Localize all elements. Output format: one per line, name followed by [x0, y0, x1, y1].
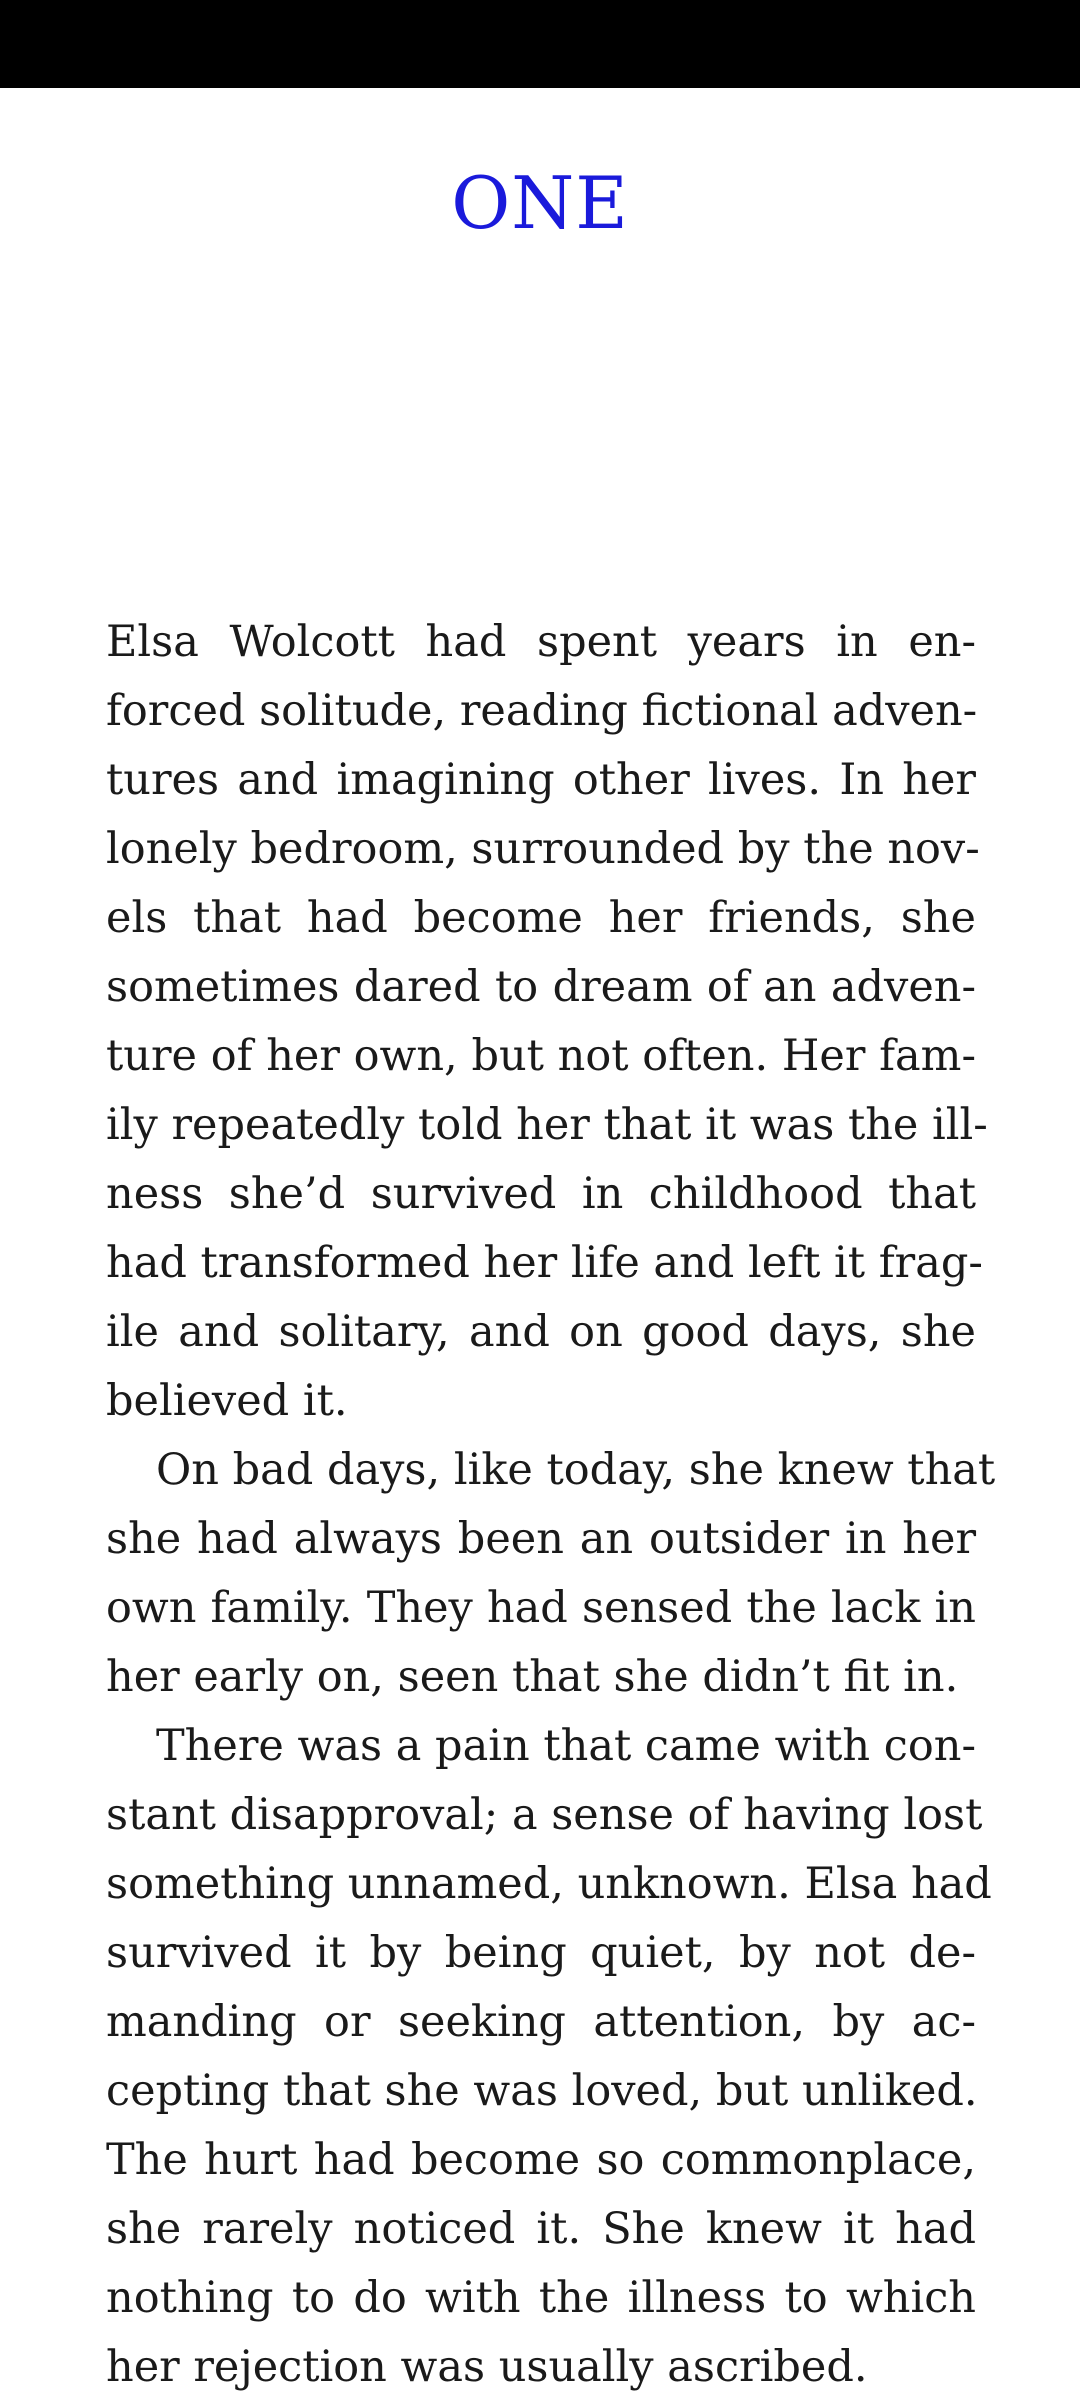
paragraph: [106, 608, 988, 1436]
text-line: els that had become her friends, she: [106, 893, 976, 943]
text-line: forced solitude, reading fictional adven-: [106, 686, 978, 736]
status-bar: [0, 0, 1080, 88]
paragraph: [106, 1436, 996, 1712]
text-line: sometimes dared to dream of an adven-: [106, 962, 976, 1012]
text-line: ile and solitary, and on good days, she: [106, 1307, 976, 1357]
text-line: survived it by being quiet, by not de-: [106, 1928, 976, 1978]
reader-page[interactable]: [0, 88, 1080, 2400]
text-line: tures and imagining other lives. In her: [106, 755, 976, 805]
paragraph: [106, 1712, 992, 2402]
text-line: Elsa Wolcott had spent years in en-: [106, 617, 976, 667]
text-line: her rejection was usually ascribed.: [106, 2342, 868, 2392]
text-line: she had always been an outsider in her: [106, 1514, 976, 1564]
chapter-title: ONE: [451, 161, 629, 245]
text-line: nothing to do with the illness to which: [106, 2273, 976, 2323]
text-line: ness she’d survived in childhood that: [106, 1169, 976, 1219]
text-line: lonely bedroom, surrounded by the nov-: [106, 824, 980, 874]
text-line: her early on, seen that she didn’t fit in.: [106, 1652, 959, 1702]
text-line: On bad days, like today, she knew that: [156, 1445, 996, 1495]
text-line: own family. They had sensed the lack in: [106, 1583, 976, 1633]
text-line: she rarely noticed it. She knew it had: [106, 2204, 976, 2254]
text-line: cepting that she was loved, but unliked.: [106, 2066, 978, 2116]
text-line: ily repeatedly told her that it was the ill-: [106, 1100, 988, 1150]
text-line: ture of her own, but not often. Her fam-: [106, 1031, 976, 1081]
text-line: had transformed her life and left it frag-: [106, 1238, 983, 1288]
text-line: There was a pain that came with con-: [156, 1721, 976, 1771]
text-line: something unnamed, unknown. Elsa had: [106, 1859, 992, 1909]
text-line: believed it.: [106, 1376, 348, 1426]
chapter-body: [106, 608, 996, 2402]
text-line: The hurt had become so commonplace,: [106, 2135, 976, 2185]
text-line: stant disapproval; a sense of having lost: [106, 1790, 983, 1840]
text-line: manding or seeking attention, by ac-: [106, 1997, 976, 2047]
